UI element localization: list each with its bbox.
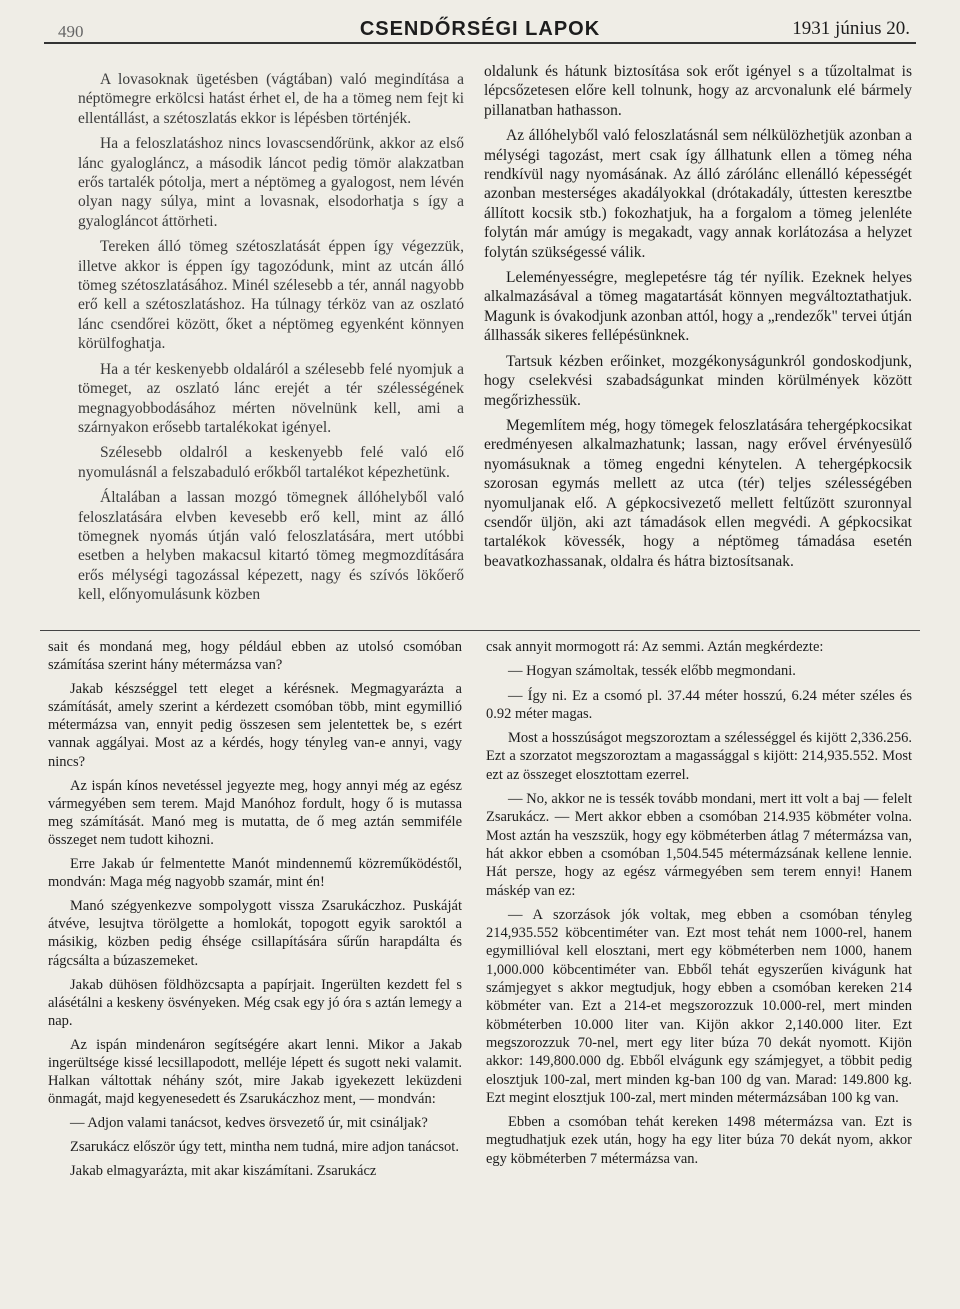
- paragraph: — Adjon valami tanácsot, kedves örsvezető úr, mit csináljak?: [70, 1115, 428, 1132]
- story-column-bottom-right: [486, 638, 912, 1168]
- paragraph: Ebben a csomóban tehát kereken 1498 métermázsa van. Ezt is megtudhatjuk ezek után, hogy ha egy liter búza 70 dekát nyom, akkor egy köbméterben 7 métermázsa van.: [486, 1114, 912, 1167]
- paragraph: Erre Jakab úr felmentette Manót mindennemű közreműködéstől, mondván: Maga még nagyobb szamár, mint én!: [48, 856, 462, 891]
- publication-title: CSENDŐRSÉGI LAPOK: [359, 18, 601, 40]
- story-column-bottom-left: [48, 638, 462, 1181]
- paragraph: Leleményességre, meglepetésre tág tér nyílik. Ezeknek helyes alkalmazásával a tömeg magatartását könnyen megváltoztathatjuk. Magunk is óvakodjunk azonban attól, hogy a „rendezők" tervei útján állhassák sikeres fellépésünknek.: [484, 269, 912, 345]
- paragraph: — A szorzások jók voltak, meg ebben a csomóban tényleg 214,935.552 köbcentiméter van. Ezt most tehát nem 1000-rel, hanem egymillióval kell elosztani, mert egy köbméterben nem 1000, hanem 1,000.000 köbcentiméter van. Ebből tehát egyszerűen kivágunk hat számjegyet s akkor megtudjuk, hogy ebben a csomóban kereken 214 köbméter van. Ezt a 214-et megszorozzuk 10.000-rel, mert minden köbméterben 10.000 liter van. Kijön akkor 2,140.000 liter. Ezt megszorozzuk 70-nel, mert egy liter búza 70 dekát nyomott. Kijön akkor: 149,800.000 dg. Ebből elvágunk egy számjegyet, a többit pedig elosztjuk 100-zal, mert minden kg-ban 100 dg van. Marad: 149.800 kg. Ezt megint elosztjuk 100-zal, mert minden métermázsában 100 kg van.: [486, 906, 912, 1106]
- section-divider: [40, 630, 920, 631]
- paragraph: A lovasoknak ügetésben (vágtában) való megindítása a néptömegre erkölcsi hatást érhet el, de ha a tömeg nem fejt ki ellentállást, a szétoszlatás ekkor is lépésben történjék.: [78, 71, 464, 127]
- paragraph: Tereken álló tömeg szétoszlatását éppen így végezzük, illetve akkor is éppen így tagozódunk, mint az utcán álló tömeg szétoszlatásához. Minél szélesebb a tér, annál nagyobb erő kell a szétoszlatáshoz. Ha túlnagy térköz van az oszlató lánc csendőrei között, őket a néptömeg egyenként könnyen körülfoghatja.: [78, 238, 464, 353]
- paragraph: Jakab elmagyarázta, mit akar kiszámítani. Zsarukácz: [70, 1163, 377, 1180]
- paragraph: Az ispán mindenáron segítségére akart lenni. Mikor a Jakab ingerültsége kissé lecsillapodott, melléje lépett és sugott neki valamit. Halkan váltottak néhány szót, mire Jakab igyekezett leküzdeni önmagát, majd kegyenesedett és Zsarukáczhoz ment, — mondván:: [48, 1036, 462, 1108]
- paragraph: sait és mondaná meg, hogy például ebben az utolsó csomóban számítása szerint hány métermázsa van?: [48, 639, 462, 674]
- paragraph: Az ispán kínos nevetéssel jegyezte meg, hogy annyi még az egész vármegyében sem terem. Majd Manóhoz fordult, hogy ő is mutassa meg számítását. Manó meg is mutatta, de ő meg aztán semmiféle összeget nem tudott kihozni.: [48, 777, 462, 848]
- paragraph: Manó szégyenkezve sompolygott vissza Zsarukáczhoz. Puskáját átvéve, lesujtva törölgette a homlokát, topogott egyik saroktól a másikig, közben pedig éhsége csillapítására sűrűn harapdálta és rágcsálta a búzaszemeket.: [48, 898, 462, 969]
- page-number: 490: [58, 22, 84, 41]
- page-header: [44, 12, 916, 44]
- paragraph: Szélesebb oldalról a keskenyebb felé való elő nyomulásnál a felszabaduló erőkből tartalékot képezhetünk.: [78, 444, 464, 481]
- paragraph: Megemlítem még, hogy tömegek feloszlatására tehergépkocsikat eredményesen alkalmazhatunk; lassan, nagy erővel érvényesülő nyomásuknak a tömeg engedni kénytelen. A tehergépkocsik szorosan egymás mellett az utca (tér) teljes szélességében nyomuljanak elő. A gépkocsivezető mellett feltűzött szuronnyal csendőr üljön, aki azt támadások ellen megvédi. A gépkocsikat tartalékok kövessék, hogy a néptömeg támadása esetén beavatkozhassanak, oldalra és hátra biztosítsanak.: [484, 416, 912, 570]
- paragraph: Az állóhelyből való feloszlatásnál sem nélkülözhetjük azonban a mélységi tagozást, mert csak így állhatunk ellen a tömeg néha rendkívül nagy nyomásának. Az álló zárólánc ellenálló képességét azonban mesterséges akadályokkal (drótakadály, úttesten keresztbe állított kocsik stb.) fokozhatjuk, ha a forgalom a tömeg jelenléte folytán már amúgy is megakadt, vagy annak korlátozása a helyzet folytán szükségessé válik.: [484, 127, 912, 261]
- paragraph: Zsarukácz először úgy tett, mintha nem tudná, mire adjon tanácsot.: [70, 1139, 459, 1156]
- article-column-top-left: [78, 64, 464, 605]
- paragraph: — Hogyan számoltak, tessék előbb megmondani.: [508, 663, 796, 680]
- paragraph: Általában a lassan mozgó tömegnek állóhelyből való feloszlatására elvben kevesebb erő kell, mint az álló tömegnek nyomás útján való feloszlatására, mert utóbbi esetben a helyben makacsul kitartó tömeg megmozdítására erős mélységi tagozással képezett, nagy és szívós lökőerő kell, előnyomulásunk közben: [78, 489, 464, 604]
- paragraph: Tartsuk kézben erőinket, mozgékonyságunkról gondoskodjunk, hogy cselekvési szabadságunkat minden körülmények között megőrizhessük.: [484, 352, 912, 409]
- paragraph: — No, akkor ne is tessék tovább mondani, mert itt volt a baj — felelt Zsarukácz. — Mert akkor ebben a csomóban 214.935 köbméter volna. Most aztán ha veszszük, hogy egy köbméterben átlag 7 métermázsa van, hát akkor ebben a csomóban 1,504.545 métermázsának kellene lennie. Hát persze, hogy az egész vármegyében sem terem ennyi! Hanem máskép van ez:: [486, 791, 912, 899]
- paragraph: Jakab dühösen földhözcsapta a papírjait. Ingerülten kezdett fel s alásétálni a keskeny ösvényeken. Még csak egy jó óra s aztán lemegy a nap.: [48, 976, 462, 1029]
- paragraph: Ha a feloszlatáshoz nincs lovascsendőrünk, akkor az első lánc gyalogláncz, a második láncot pedig tömör alakzatban erős tartalék pótolja, mert a néptömeg a gyalogost, nem lévén olyan nagy súlya, mint a lovasnak, elsodorhatja s így a gyalogláncot áttörheti.: [78, 135, 464, 230]
- paragraph: — Így ni. Ez a csomó pl. 37.44 méter hosszú, 6.24 méter széles és 0.92 méter magas.: [486, 687, 912, 722]
- paragraph: Most a hosszúságot megszoroztam a szélességgel és kijött 2,336.256. Ezt a szorzatot megszoroztam a magassággal s kijött: 214,935.552. Most ezt az összeget elosztottam ezerrel.: [486, 730, 912, 783]
- paragraph: Jakab készséggel tett eleget a kérésnek. Megmagyarázta a számítását, amely szerint a kérdezett csomóban több, mint egymillió métermázsa van, ennyit pedig összesen sem jelentettek be, s ezért vannak aggályai. Most az a kérdés, hogy tényleg van-e annyi, vagy nincs?: [48, 681, 462, 770]
- article-column-top-right: [484, 62, 912, 571]
- paragraph: csak annyit mormogott rá: Az semmi. Aztán megkérdezte:: [486, 639, 824, 655]
- issue-date: 1931 június 20.: [792, 18, 910, 39]
- paragraph: Ha a tér keskenyebb oldaláról a szélesebb felé nyomjuk a tömeget, az oszlató lánc erejét a tér szélességének megnagyobbodásához mérten növelnünk kell, ami a szárnyakon erősebb tartalékokat igényel.: [78, 360, 464, 436]
- paragraph: oldalunk és hátunk biztosítása sok erőt igényel s a tűzoltalmat is lépcsőzetesen előre kell tolnunk, hogy az arcvonalunk elé bármely pillanatban hathasson.: [484, 63, 912, 119]
